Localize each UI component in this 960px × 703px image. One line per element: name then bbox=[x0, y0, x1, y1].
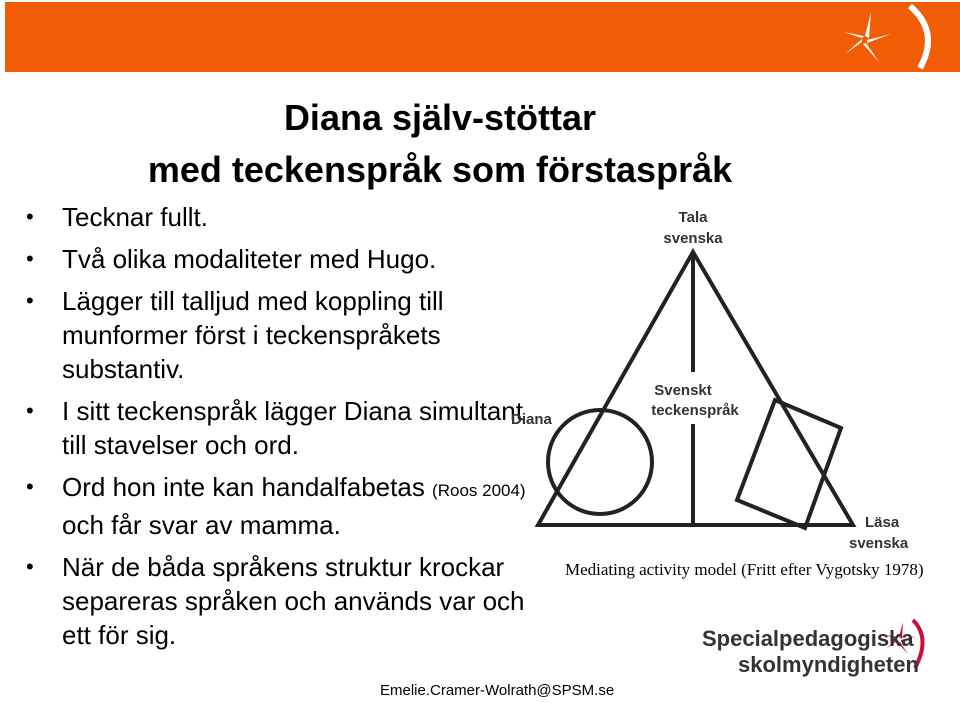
left-label: Diana bbox=[511, 411, 552, 428]
center-label-1: Svenskt bbox=[654, 382, 712, 399]
bullet-text: I sitt teckenspråk lägger Diana simultant till stavelser och ord. bbox=[62, 396, 523, 460]
bullet-text: Två olika modaliteter med Hugo. bbox=[62, 244, 437, 274]
bullet-text-continued: och får svar av mamma. bbox=[62, 510, 341, 540]
header-decoration bbox=[5, 2, 960, 72]
bullet-item bbox=[26, 200, 546, 234]
bullet-text: När de båda språkens struktur krockar separeras språken och används var och ett för sig. bbox=[62, 552, 525, 650]
right-label-1: Läsa bbox=[865, 514, 900, 531]
star-burst-icon bbox=[843, 12, 891, 62]
header-bar bbox=[5, 2, 960, 72]
bullet-text: Ord hon inte kan handalfabetas bbox=[62, 472, 433, 502]
center-label-2: teckenspråk bbox=[651, 402, 739, 419]
bullet-icon: • bbox=[26, 398, 34, 423]
bullet-list bbox=[26, 200, 546, 660]
bullet-icon: • bbox=[26, 474, 34, 499]
bullet-text: Tecknar fullt. bbox=[62, 202, 208, 232]
bullet-icon: • bbox=[26, 554, 34, 579]
bullet-icon: • bbox=[26, 204, 34, 229]
bullet-item bbox=[26, 284, 546, 386]
title-line-1: Diana själv-stöttar bbox=[283, 97, 597, 138]
diagram-caption: Mediating activity model (Fritt efter Vygotsky 1978) bbox=[565, 560, 924, 579]
logo-text-line-1: Specialpedagogiska bbox=[702, 626, 914, 651]
mediating-activity-diagram bbox=[505, 200, 945, 550]
citation: (Roos 2004) bbox=[432, 481, 526, 500]
title-line-2: med teckenspråk som förstaspråk bbox=[147, 149, 733, 190]
bullet-item bbox=[26, 470, 546, 542]
bullet-icon: • bbox=[26, 246, 34, 271]
top-label-1: Tala bbox=[678, 209, 708, 226]
footer-email: Emelie.Cramer-Wolrath@SPSM.se bbox=[380, 682, 615, 699]
bullet-text: Lägger till talljud med koppling till munformer först i teckenspråkets substantiv. bbox=[62, 286, 444, 384]
bullet-item bbox=[26, 394, 546, 462]
bullet-item bbox=[26, 242, 546, 276]
right-label-2: svenska bbox=[849, 535, 909, 550]
bullet-icon: • bbox=[26, 288, 34, 313]
top-label-2: svenska bbox=[663, 230, 723, 247]
bullet-item bbox=[26, 550, 546, 652]
logo-text-line-2: skolmyndigheten bbox=[738, 652, 919, 677]
diana-circle bbox=[548, 410, 652, 514]
slide-title bbox=[60, 92, 820, 196]
